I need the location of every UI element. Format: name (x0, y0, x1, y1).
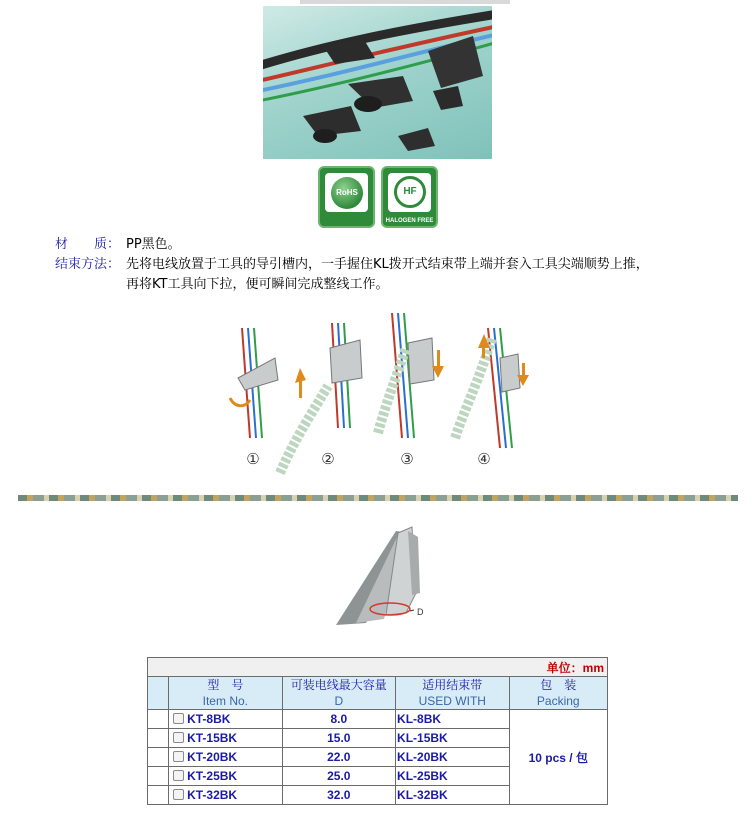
item-cell[interactable]: KT-8BK (169, 710, 282, 729)
usage-steps-illustration (220, 308, 540, 476)
step-number-3: ③ (400, 450, 414, 468)
table-header-row (148, 677, 608, 710)
row-checkbox[interactable] (173, 770, 184, 781)
dimension-d-label: D (417, 607, 424, 617)
spec-table (147, 657, 608, 805)
tie-tool-illustration (326, 523, 436, 635)
unit-row (148, 658, 608, 677)
unit-label: 单位：mm (148, 658, 608, 677)
rohs-logo: RoHS (331, 177, 363, 209)
used-with-cell: KL-8BK (396, 710, 509, 729)
row-checkbox[interactable] (173, 789, 184, 800)
method-row (55, 255, 649, 275)
method-line-1: 先将电线放置于工具的导引槽内，一手握住KL拨开式结束带上端并套入工具尖端顺势上推， (126, 257, 649, 272)
item-cell[interactable]: KT-20BK (169, 748, 282, 767)
row-checkbox[interactable] (173, 713, 184, 724)
header-item-no: 型 号 Item No. (169, 677, 282, 710)
used-with-cell: KL-20BK (396, 748, 509, 767)
header-capacity: 可装电线最大容量 D (282, 677, 395, 710)
capacity-cell: 22.0 (282, 748, 395, 767)
step-number-4: ④ (477, 450, 491, 468)
step-4-drawing (455, 328, 529, 448)
material-value: PP黑色。 (126, 237, 181, 252)
method-label: 结束方法： (55, 257, 121, 272)
top-cut-banner (300, 0, 510, 4)
halogen-free-caption: HALOGEN FREE (385, 218, 434, 224)
method-line-2: 再将KT工具向下拉，便可瞬间完成整线工作。 (126, 277, 389, 292)
used-with-cell: KL-32BK (396, 786, 509, 805)
capacity-cell: 15.0 (282, 729, 395, 748)
item-cell[interactable]: KT-25BK (169, 767, 282, 786)
header-packing: 包 装 Packing (509, 677, 607, 710)
rohs-badge (318, 166, 375, 228)
item-cell[interactable]: KT-15BK (169, 729, 282, 748)
hf-logo: HF (394, 176, 426, 208)
step-number-1: ① (246, 450, 260, 468)
capacity-cell: 25.0 (282, 767, 395, 786)
material-label: 材 质： (55, 237, 121, 252)
header-lead-cell (148, 677, 169, 710)
item-cell[interactable]: KT-32BK (169, 786, 282, 805)
table-row (148, 710, 608, 729)
step-3-drawing (378, 313, 444, 438)
step-number-2: ② (321, 450, 335, 468)
material-row (55, 235, 181, 255)
header-used-with: 适用结束带 USED WITH (396, 677, 509, 710)
halogen-free-badge (381, 166, 438, 228)
product-photo (263, 6, 492, 159)
capacity-cell: 32.0 (282, 786, 395, 805)
section-divider (18, 495, 738, 501)
packing-cell: 10 pcs / 包 (509, 710, 607, 805)
used-with-cell: KL-25BK (396, 767, 509, 786)
row-checkbox[interactable] (173, 732, 184, 743)
method-row-continued (126, 275, 388, 295)
capacity-cell: 8.0 (282, 710, 395, 729)
row-checkbox[interactable] (173, 751, 184, 762)
used-with-cell: KL-15BK (396, 729, 509, 748)
step-1-drawing (230, 328, 278, 438)
